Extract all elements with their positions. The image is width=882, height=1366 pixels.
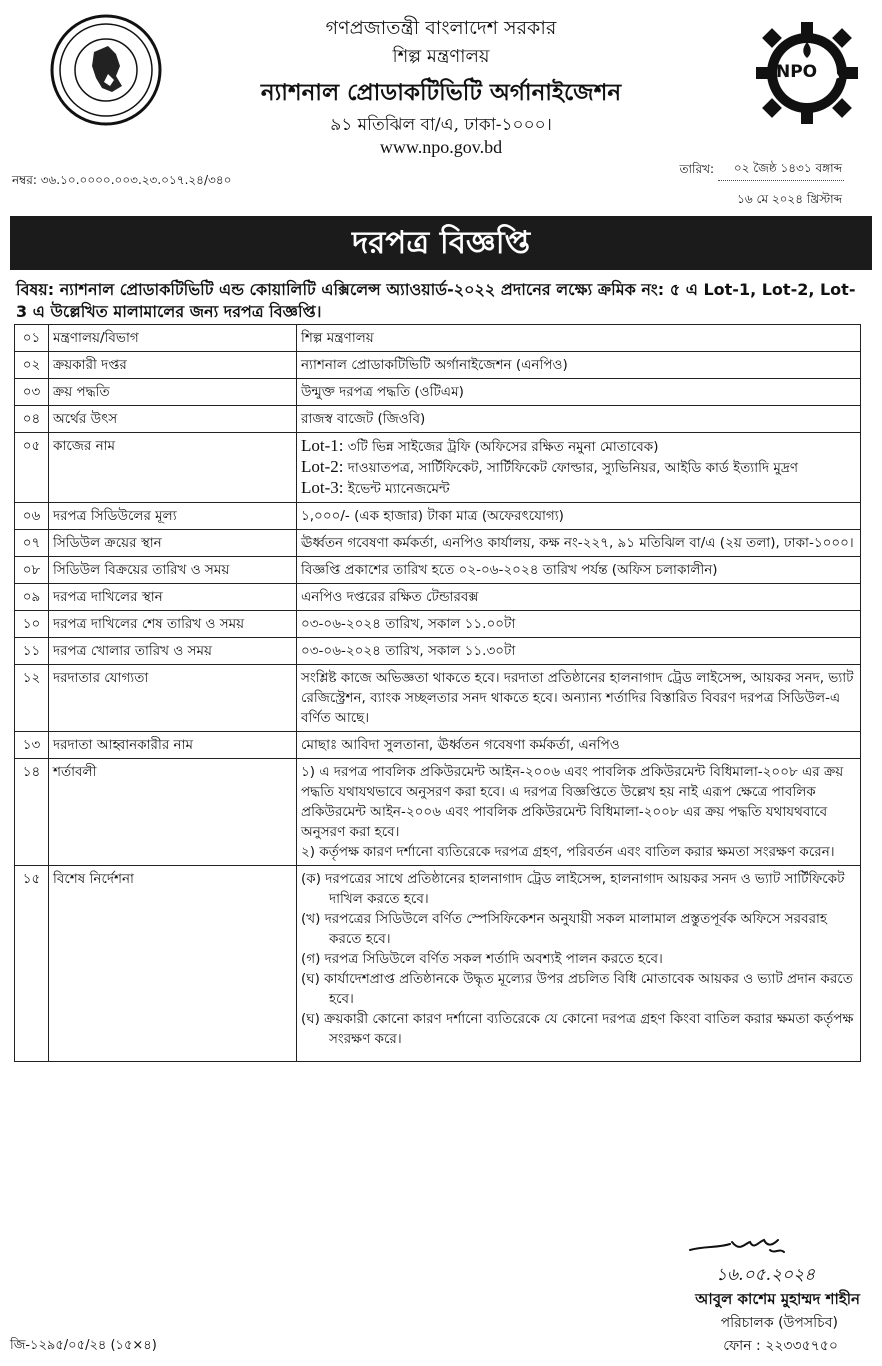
table-row [15, 406, 861, 433]
row-number: ১৫ [15, 866, 49, 1062]
condition-item: ১) এ দরপত্র পাবলিক প্রকিউরমেন্ট আইন-২০০৬ এবং পাবলিক প্রকিউরমেন্ট বিধিমালা-২০০৮ এর ক্রয় পদ্ধতি যথাযথভাবে অনুসরণ করা হবে। এ দরপত্র বিজ্ঞপ্তিতে উল্লেখ হয় নাই এরূপ ক্ষেত্রে পাবলিক প্রকিউরমেন্ট আইন-২০০৬ এবং পাবলিক প্রকিউরমেন্ট বিধিমালা-২০০৮ এর ক্রয় পদ্ধতি যথাযথবাবে অনুসরণ করা হবে। [301, 764, 844, 840]
row-value: উন্মুক্ত দরপত্র পদ্ধতি (ওটিএম) [297, 379, 861, 406]
lot-item [301, 457, 856, 478]
row-number: ১৩ [15, 732, 49, 759]
conditions-cell [297, 759, 861, 866]
row-number: ০৩ [15, 379, 49, 406]
notice-title-bar [10, 216, 872, 270]
row-value: ০৩-০৬-২০২৪ তারিখ, সকাল ১১.০০টা [297, 611, 861, 638]
row-value: ন্যাশনাল প্রোডাকটিভিটি অর্গানাইজেশন (এনপিও) [297, 352, 861, 379]
row-label: দরপত্র দাখিলের স্থান [49, 584, 297, 611]
row-label: দরদাতা আহ্বানকারীর নাম [49, 732, 297, 759]
row-number: ০৬ [15, 503, 49, 530]
row-label: দরদাতার যোগ্যতা [49, 665, 297, 732]
row-label: দরপত্র দাখিলের শেষ তারিখ ও সময় [49, 611, 297, 638]
row-number: ০৫ [15, 433, 49, 503]
row-number: ১২ [15, 665, 49, 732]
signatory-phone: ফোন : ২২৩৩৫৭৫০ [723, 1338, 838, 1354]
npo-logo-text: NPO [776, 62, 818, 82]
row-value: ০৩-০৬-২০২৪ তারিখ, সকাল ১১.৩০টা [297, 638, 861, 665]
row-number: ০৭ [15, 530, 49, 557]
row-number: ০৪ [15, 406, 49, 433]
signatory-name: আবুল কাশেম মুহাম্মদ শাহীন [695, 1290, 860, 1308]
row-number: ১০ [15, 611, 49, 638]
org-name: ন্যাশনাল প্রোডাকটিভিটি অর্গানাইজেশন [260, 79, 622, 106]
lot-tag: Lot-2: [301, 457, 344, 476]
row-label: দরপত্র খোলার তারিখ ও সময় [49, 638, 297, 665]
lots-cell [297, 433, 861, 503]
row-label: বিশেষ নির্দেশনা [49, 866, 297, 1062]
lot-text: দাওয়াতপত্র, সার্টিফিকেট, সার্টিফিকেট ফোল্ডার, স্যুভিনিয়র, আইডি কার্ড ইত্যাদি মুদ্রণ [347, 460, 799, 476]
instruction-item: (ঘ) ক্রয়কারী কোনো কারণ দর্শানো ব্যতিরেকে যে কোনো দরপত্র গ্রহণ কিংবা বাতিল করার ক্ষমতা কর্তৃপক্ষ সংরক্ষণ করে। [301, 1011, 854, 1047]
table-row [15, 665, 861, 732]
date-bangla: ০২ জৈষ্ঠ ১৪৩১ বঙ্গাব্দ [718, 160, 844, 181]
govt-name: গণপ্রজাতন্ত্রী বাংলাদেশ সরকার [325, 17, 557, 39]
date-block [680, 163, 844, 211]
signatory-designation: পরিচালক (উপসচিব) [720, 1315, 838, 1331]
row-label: ক্রয়কারী দপ্তর [49, 352, 297, 379]
row-value: ১,০০০/- (এক হাজার) টাকা মাত্র (অফেরৎযোগ্য) [297, 503, 861, 530]
table-row [15, 325, 861, 352]
subject-text: ন্যাশনাল প্রোডাকটিভিটি এন্ড কোয়ালিটি এক্সিলেন্স অ্যাওয়ার্ড-২০২২ প্রদানের লক্ষ্যে ক্রমিক নং: ৫ এ Lot-1, Lot-2, Lot-3 এ উল্লেখিত মালামালের জন্য দরপত্র বিজ্ঞপ্তি। [16, 280, 856, 321]
condition-item: ২) কর্তৃপক্ষ কারণ দর্শানো ব্যতিরেকে দরপত্র গ্রহণ, পরিবর্তন এবং বাতিল করার ক্ষমতা সংরক্ষণ করেন। [301, 844, 835, 860]
instruction-item: (ঘ) কার্যাদেশপ্রাপ্ত প্রতিষ্ঠানকে উদ্ধৃত মূল্যের উপর প্রচলিত বিধি মোতাবেক আয়কর ও ভ্যাট প্রদান করতে হবে। [301, 971, 853, 1007]
letterhead [0, 0, 882, 215]
instructions-cell [297, 866, 861, 1062]
table-row [15, 352, 861, 379]
row-value: ঊর্ধ্বতন গবেষণা কর্মকর্তা, এনপিও কার্যালয়, কক্ষ নং-২২৭, ৯১ মতিঝিল বা/এ (২য় তলা), ঢাকা-১০০০। [297, 530, 861, 557]
date-label: তারিখ: [679, 162, 714, 176]
row-label: মন্ত্রণালয়/বিভাগ [49, 325, 297, 352]
instruction-item: (গ) দরপত্র সিডিউলে বর্ণিত সকল শর্তাদি অবশ্যই পালন করতে হবে। [301, 951, 663, 967]
table-row [15, 557, 861, 584]
table-row [15, 433, 861, 503]
signature-date: ১৬.০৫.২০২৪ [716, 1265, 816, 1285]
row-number: ১৪ [15, 759, 49, 866]
row-label: সিডিউল ক্রয়ের স্থান [49, 530, 297, 557]
instruction-item: (ক) দরপত্রের সাথে প্রতিষ্ঠানের হালনাগাদ ট্রেড লাইসেন্স, হালনাগাদ আয়কর সনদ ও ভ্যাট সার্টিফিকেট দাখিল করতে হবে। [301, 871, 845, 907]
org-website: www.npo.gov.bd [379, 137, 503, 157]
row-value: বিজ্ঞপ্তি প্রকাশের তারিখ হতে ০২-০৬-২০২৪ তারিখ পর্যন্ত (অফিস চলাকালীন) [297, 557, 861, 584]
row-value: সংশ্লিষ্ট কাজে অভিজ্ঞতা থাকতে হবে। দরদাতা প্রতিষ্ঠানের হালনাগাদ ট্রেড লাইসেন্স, আয়কর সনদ, ভ্যাট রেজিস্ট্রেশন, ব্যাংক সচ্ছলতার সনদ থাকতে হবে। অন্যান্য শর্তাদির বিস্তারিত বিবরণ দরপত্র সিডিউল-এ বর্ণিত আছে। [297, 665, 861, 732]
row-label: সিডিউল বিক্রয়ের তারিখ ও সময় [49, 557, 297, 584]
row-label: ক্রয় পদ্ধতি [49, 379, 297, 406]
table-row [15, 732, 861, 759]
row-label: কাজের নাম [49, 433, 297, 503]
table-row [15, 530, 861, 557]
table-row [15, 584, 861, 611]
instruction-item: (খ) দরপত্রের সিডিউলে বর্ণিত স্পেসিফিকেশন অনুযায়ী সকল মালামাল প্রস্তুতপূর্বক অফিসে সরবরাহ করতে হবে। [301, 911, 828, 947]
row-label: শর্তাবলী [49, 759, 297, 866]
row-value: এনপিও দপ্তরের রক্ষিত টেন্ডারবক্স [297, 584, 861, 611]
footer-code: জি-১২৯৫/০৫/২৪ (১৫×৪) [10, 1338, 157, 1353]
lot-text: ইভেন্ট ম্যানেজমেন্ট [347, 481, 450, 497]
lot-item [301, 436, 856, 457]
row-label: অর্থের উৎস [49, 406, 297, 433]
table-row [15, 638, 861, 665]
table-row [15, 759, 861, 866]
memo-number: নম্বর: ৩৬.১০.০০০০.০০৩.২৩.০১৭.২৪/৩৪০ [12, 173, 232, 187]
row-number: ০২ [15, 352, 49, 379]
lot-tag: Lot-3: [301, 478, 344, 497]
lot-item [301, 478, 856, 499]
row-value: রাজস্ব বাজেট (জিওবি) [297, 406, 861, 433]
row-number: ০১ [15, 325, 49, 352]
table-row [15, 503, 861, 530]
row-number: ০৯ [15, 584, 49, 611]
table-row [15, 379, 861, 406]
row-number: ১১ [15, 638, 49, 665]
date-gregorian: ১৬ মে ২০২৪ খ্রিস্টাব্দ [737, 192, 842, 206]
subject-label: বিষয়: [16, 280, 55, 299]
notice-subject [16, 279, 866, 323]
row-number: ০৮ [15, 557, 49, 584]
ministry-name: শিল্প মন্ত্রণালয় [392, 46, 490, 67]
row-value: মোছাঃ আবিদা সুলতানা, ঊর্ধ্বতন গবেষণা কর্মকর্তা, এনপিও [297, 732, 861, 759]
tender-details-table [14, 324, 861, 1062]
lot-tag: Lot-1: [301, 436, 344, 455]
table-row [15, 611, 861, 638]
row-label: দরপত্র সিডিউলের মূল্য [49, 503, 297, 530]
org-address: ৯১ মতিঝিল বা/এ, ঢাকা-১০০০। [330, 115, 552, 135]
row-value: শিল্প মন্ত্রণালয় [297, 325, 861, 352]
table-row [15, 866, 861, 1062]
lot-text: ৩টি ভিন্ন সাইজের ট্রফি (অফিসের রক্ষিত নমুনা মোতাবেক) [347, 439, 659, 455]
notice-title: দরপত্র বিজ্ঞপ্তি [351, 225, 531, 261]
